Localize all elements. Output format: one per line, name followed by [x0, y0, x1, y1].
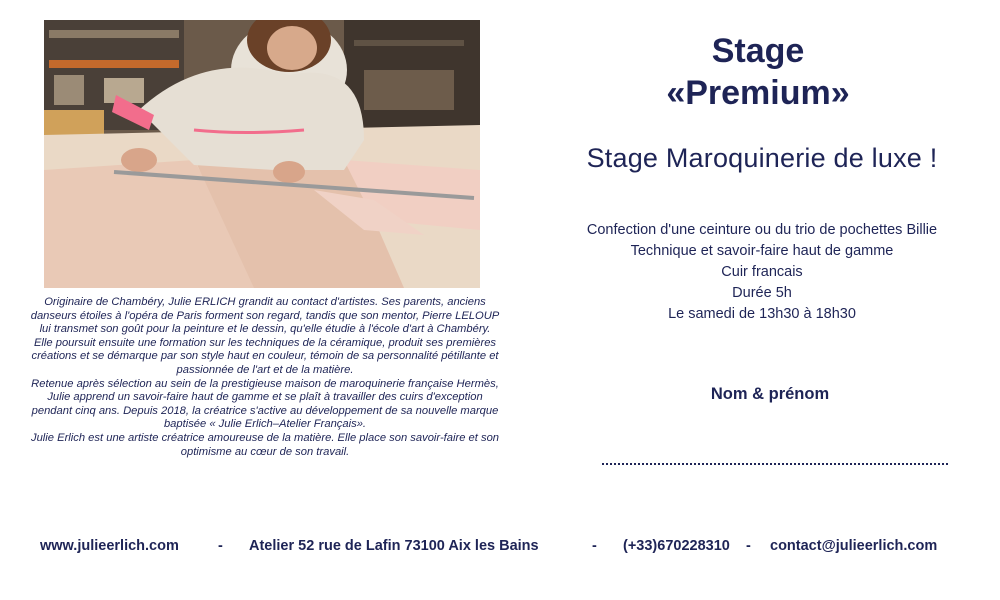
detail-item: Cuir francais: [721, 264, 803, 280]
title-line-2: «Premium»: [666, 74, 850, 112]
bio-paragraph-2: Retenue après sélection au sein de la prestigieuse maison de maroquinerie française Hermès, Julie apprend un savoir-faire haut de gamme et se plaît à travailler des cuirs d'exception pendant cinq ans. Depuis 2018, la créatrice s'active au développement de sa nouvelle marque baptisée « Julie Erlich–Atelier Français».: [31, 377, 499, 431]
email-link[interactable]: contact@julieerlich.com: [770, 538, 938, 554]
title-line-1: Stage: [711, 32, 805, 70]
name-field-line[interactable]: [602, 463, 948, 465]
detail-item: Technique et savoir-faire haut de gamme: [630, 243, 894, 259]
bio-paragraph-3: Julie Erlich est une artiste créatrice amoureuse de la matière. Elle place son savoir-faire et son optimisme au cœur de son travail.: [30, 431, 500, 458]
artisan-photo: [44, 20, 480, 288]
footer-separator: -: [592, 538, 597, 554]
address-text: Atelier 52 rue de Lafin 73100 Aix les Bains: [249, 538, 539, 554]
detail-item: Durée 5h: [732, 285, 792, 301]
page-subtitle: Stage Maroquinerie de luxe !: [586, 143, 938, 173]
name-field-label: Nom & prénom: [710, 385, 830, 403]
footer-separator: -: [746, 538, 751, 554]
website-link[interactable]: www.julieerlich.com: [40, 538, 179, 554]
footer-separator: -: [218, 538, 223, 554]
detail-item: Confection d'une ceinture ou du trio de pochettes Billie: [586, 222, 938, 238]
detail-item: Le samedi de 13h30 à 18h30: [668, 306, 856, 322]
phone-link[interactable]: (+33)670228310: [623, 538, 730, 554]
page-title: [560, 30, 956, 114]
course-details: [560, 220, 964, 325]
bio-paragraph-1: Originaire de Chambéry, Julie ERLICH grandit au contact d'artistes. Ses parents, anciens danseurs étoiles à l'opéra de Paris forment son regard, tandis que son mentor, Pierre LELOUP lui transmet son goût pour la peinture et le dessin, qu'elle étudie à l'école d'art à Chambéry. Elle poursuit ensuite une formation sur les techniques de la céramique, produit ses premières créations et se démarque par son style haut en couleur, témoin de sa personnalité pétillante et passionnée de l'art et de la matière.: [30, 296, 500, 376]
footer-contact: [0, 534, 1000, 558]
bio-text: [30, 296, 500, 459]
